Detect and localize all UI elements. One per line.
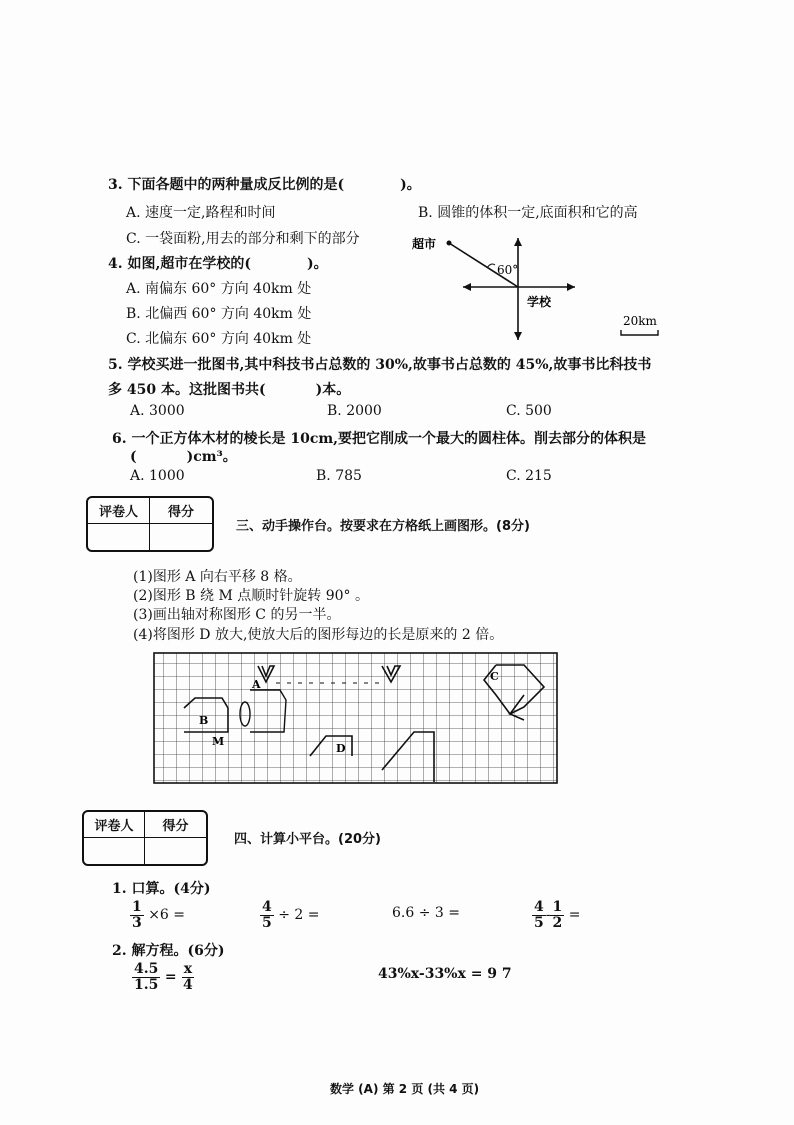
south-arrow (514, 332, 522, 340)
q6-line2: ( )cm³。 (130, 449, 237, 465)
q3-stem: 3. 下面各题中的两种量成反比例的是( )。 (108, 177, 421, 193)
q6-option-b: B. 785 (316, 468, 362, 484)
section3-item-1: (1)图形 A 向右平移 8 格。 (133, 569, 302, 585)
label-a: A (252, 678, 261, 691)
section3-score-box (86, 496, 214, 552)
q5-line1: 5. 学校买进一批图书,其中科技书占总数的 30%,故事书占总数的 45%,故事书比科技书 (108, 357, 652, 373)
grader-cell[interactable] (84, 838, 145, 864)
equation-1: $\frac{4.5}{1.5}$ = $\frac{x}{4}$ (134, 961, 193, 993)
calc-1: $\frac{1}{3}$ ×6 = (132, 899, 186, 931)
grader-header: 评卷人 (88, 498, 150, 524)
q6-line1: 6. 一个正方体木材的棱长是 10cm,要把它削成一个最大的圆柱体。削去部分的体积是 (112, 431, 647, 447)
calc-2: $\frac{4}{5}$ ÷ 2 = (262, 899, 320, 931)
q3-option-b: B. 圆锥的体积一定,底面积和它的高 (418, 205, 638, 221)
calc-4: $\frac{4}{5}$ - $\frac{1}{2}$ = (534, 899, 581, 931)
school-label: 学校 (527, 295, 552, 309)
q6-option-c: C. 215 (506, 468, 552, 484)
q4-direction-figure (405, 228, 675, 348)
q4-option-a: A. 南偏东 60° 方向 40km 处 (126, 281, 312, 297)
section3-item-4: (4)将图形 D 放大,使放大后的图形每边的长是原来的 2 倍。 (133, 627, 504, 643)
q4-option-c: C. 北偏东 60° 方向 40km 处 (126, 331, 312, 347)
section3-item-3: (3)画出轴对称图形 C 的另一半。 (133, 607, 341, 623)
section3-item-2: (2)图形 B 绕 M 点顺时针旋转 90° 。 (133, 588, 369, 604)
q5-option-c: C. 500 (506, 403, 552, 419)
section4-title: 四、计算小平台。(20分) (234, 832, 381, 847)
q3-option-c: C. 一袋面粉,用去的部分和剩下的部分 (126, 231, 360, 247)
label-b: B (199, 714, 209, 727)
grader-cell[interactable] (88, 524, 150, 550)
east-arrow (567, 283, 575, 291)
north-arrow (514, 238, 522, 246)
q6-option-a: A. 1000 (130, 468, 185, 484)
q5-option-b: B. 2000 (327, 403, 382, 419)
q4-stem: 4. 如图,超市在学校的( )。 (108, 256, 328, 272)
section4-sub1: 1. 口算。(4分) (112, 881, 211, 897)
label-c: C (490, 670, 499, 683)
score-header: 得分 (145, 812, 206, 838)
supermarket-label: 超市 (412, 237, 437, 251)
q4-option-b: B. 北偏西 60° 方向 40km 处 (126, 306, 312, 322)
section4-sub2: 2. 解方程。(6分) (112, 943, 225, 959)
scale-bar (621, 330, 658, 335)
calc-3: 6.6 ÷ 3 = (392, 905, 460, 921)
section3-title: 三、动手操作台。按要求在方格纸上画图形。(8分) (236, 519, 530, 534)
score-cell[interactable] (145, 838, 206, 864)
q3-option-a: A. 速度一定,路程和时间 (126, 205, 276, 221)
label-m: M (212, 735, 225, 748)
q5-option-a: A. 3000 (130, 403, 185, 419)
equation-2: 43%x-33%x = 9 7 (378, 966, 512, 982)
grid-paper (150, 650, 566, 790)
west-arrow (463, 283, 471, 291)
supermarket-point (447, 241, 452, 246)
page-footer: 数学 (A) 第 2 页 (共 4 页) (330, 1082, 480, 1096)
grader-header: 评卷人 (84, 812, 145, 838)
angle-label: 60° (497, 263, 519, 277)
score-header: 得分 (150, 498, 212, 524)
scale-label: 20km (623, 314, 657, 328)
section4-score-box (82, 810, 208, 866)
label-d: D (336, 742, 346, 755)
q5-line2: 多 450 本。这批图书共( )本。 (108, 382, 351, 398)
score-cell[interactable] (150, 524, 212, 550)
